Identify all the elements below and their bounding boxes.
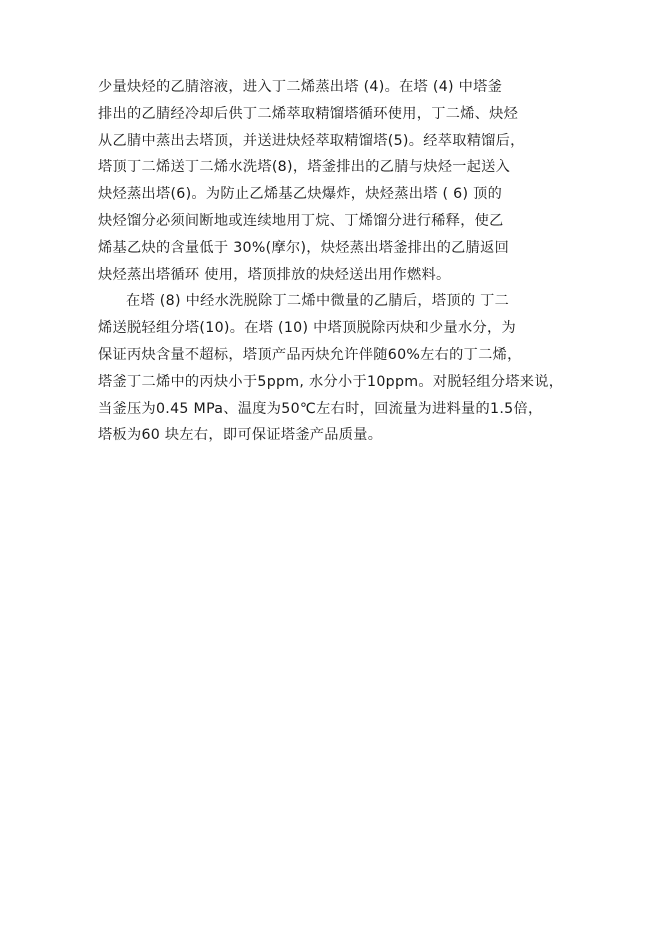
paragraph-line: 烯基乙炔的含量低于 30%(摩尔)，炔烃蒸出塔釜排出的乙腈返回 [98,239,510,256]
paragraph-line: 在塔 (8) 中经水洗脱除丁二烯中微量的乙腈后，塔顶的 丁二 [126,293,510,310]
paragraph-1 [98,74,568,288]
paragraph-line: 塔板为60 块左右，即可保证塔釜产品质量。 [98,427,383,444]
paragraph-line: 当釜压为0.45 MPa、温度为50℃左右时，回流量为进料量的1.5倍， [98,400,543,417]
paragraph-line: 从乙腈中蒸出去塔顶，并送进炔烃萃取精馏塔(5)。经萃取精馏后， [98,132,525,149]
paragraph-line: 塔釜丁二烯中的丙炔小于5ppm, 水分小于10ppm。对脱轻组分塔来说， [98,373,564,390]
paragraph-2 [98,288,568,449]
body-text [98,74,568,449]
paragraph-line: 排出的乙腈经冷却后供丁二烯萃取精馏塔循环使用，丁二烯、炔烃 [98,105,519,122]
paragraph-line: 少量炔烃的乙腈溶液，进入丁二烯蒸出塔 (4)。在塔 (4) 中塔釜 [98,79,503,95]
paragraph-line: 炔烃蒸出塔循环 使用，塔顶排放的炔烃送出用作燃料。 [98,266,451,283]
paragraph-line: 塔顶丁二烯送丁二烯水洗塔(8)，塔釜排出的乙腈与炔烃一起送入 [98,159,511,176]
paragraph-line: 烯送脱轻组分塔(10)。在塔 (10) 中塔顶脱除丙炔和少量水分，为 [98,320,516,337]
paragraph-line: 炔烃蒸出塔(6)。为防止乙烯基乙炔爆炸，炔烃蒸出塔 ( 6) 顶的 [98,186,503,203]
paragraph-line: 保证丙炔含量不超标，塔顶产品丙炔允许伴随60%左右的丁二烯， [98,346,522,363]
paragraph-line: 炔烃馏分必须间断地或连续地用丁烷、丁烯馏分进行稀释，使乙 [98,212,504,229]
